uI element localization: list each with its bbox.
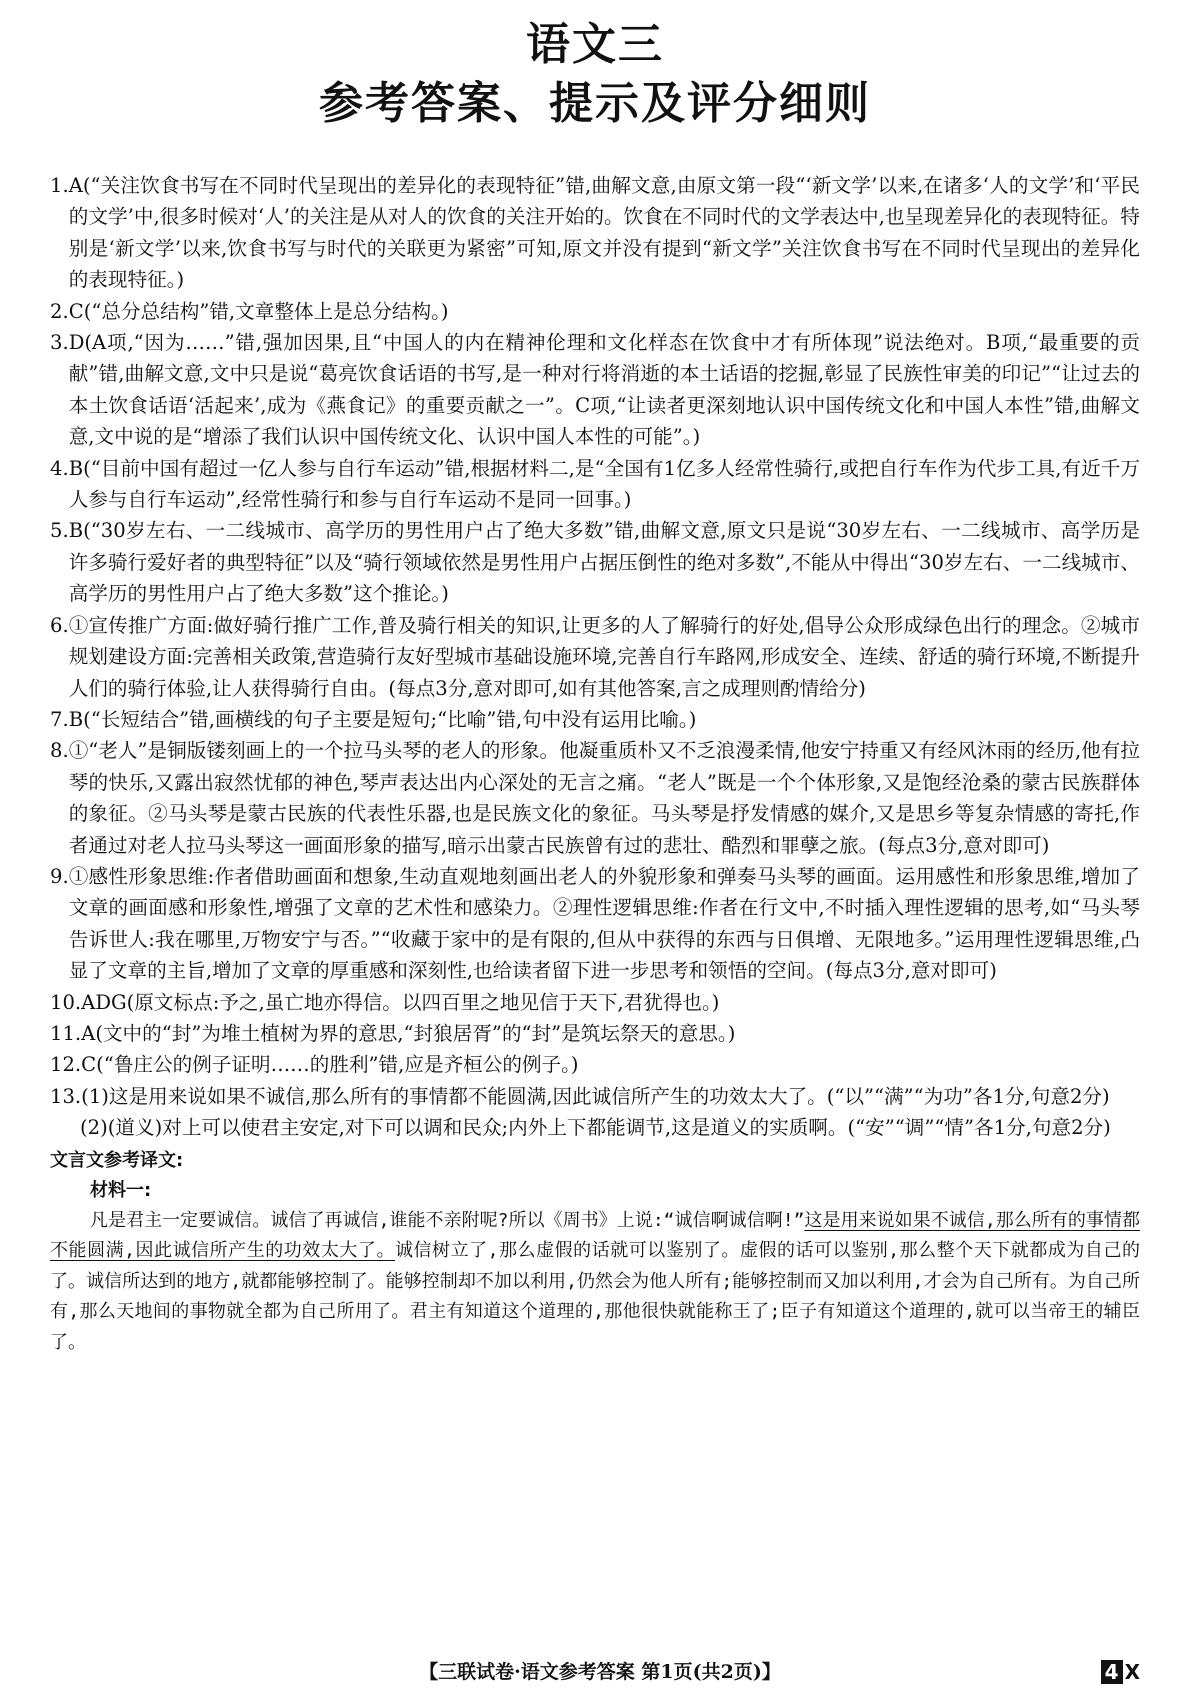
- badge-number: 4: [1101, 1660, 1123, 1684]
- answer-item-10: [50, 987, 1140, 1018]
- translation-heading: 文言文参考译文:: [50, 1149, 184, 1171]
- answer-number: 9.: [50, 864, 69, 888]
- page-footer: 【三联试卷·语文参考答案 第1页(共2页)】: [419, 1661, 781, 1683]
- material-heading: 材料一:: [90, 1179, 152, 1201]
- answer-number: 3.: [50, 331, 69, 355]
- answer-item-8: [50, 735, 1140, 861]
- answer-text: A(“关注饮食书写在不同时代呈现出的差异化的表现特征”错,曲解文意,由原文第一段“‘新文学’以来,在诸多‘人的文学’和‘平民的文学’中,很多时候对‘人’的关注是从对人的饮食的关注开始的。饮食在不同时代的文学表达中,也呈现差异化的表现特征。特别是‘新文学’以来,饮食书写与时代的关联更为紧密”可知,原文并没有提到“新文学”关注饮食书写在不同时代呈现出的差异化的表现特征。): [68, 174, 1140, 292]
- answer-item-13: [50, 1081, 1140, 1112]
- answer-item-9: [50, 861, 1140, 987]
- answer-text: (1)这是用来说如果不诚信,那么所有的事情都不能圆满,因此诚信所产生的功效太大了。(“以”“满”“为功”各1分,句意2分): [81, 1084, 1110, 1108]
- answer-number: 8.: [50, 739, 69, 763]
- answer-item-3: [50, 327, 1140, 453]
- answer-text: B(“30岁左右、一二线城市、高学历的男性用户占了绝大多数”错,曲解文意,原文只是说“30岁左右、一二线城市、高学历是许多骑行爱好者的典型特征”以及“骑行领域依然是男性用户占据压倒性的绝对多数”,不能从中得出“30岁左右、一二线城市、高学历的男性用户占了绝大多数”这个推论。): [68, 519, 1140, 606]
- answer-text: C(“鲁庄公的例子证明……的胜利”错,应是齐桓公的例子。): [81, 1053, 579, 1077]
- answer-item-1: [50, 170, 1140, 296]
- translation-paragraph: [50, 1206, 1140, 1359]
- answer-text: B(“目前中国有超过一亿人参与自行车运动”错,根据材料二,是“全国有1亿多人经常性骑行,或把自行车作为代步工具,有近千万人参与自行车运动”,经常性骑行和参与自行车运动不是同一回事。): [68, 456, 1140, 512]
- answer-item-6: [50, 610, 1140, 704]
- answer-text: ①宣传推广方面:做好骑行推广工作,普及骑行相关的知识,让更多的人了解骑行的好处,倡导公众形成绿色出行的理念。②城市规划建设方面:完善相关政策,营造骑行友好型城市基础设施环境,完善自行车路网,形成安全、连续、舒适的骑行环境,不断提升人们的骑行体验,让人获得骑行自由。(每点3分,意对即可,如有其他答案,言之成理则酌情给分): [68, 613, 1140, 700]
- answer-text: ①感性形象思维:作者借助画面和想象,生动直观地刻画出老人的外貌形象和弹奏马头琴的画面。运用感性和形象思维,增加了文章的画面感和形象性,增强了文章的艺术性和感染力。②理性逻辑思维:作者在行文中,不时插入理性逻辑的思考,如“马头琴告诉世人:我在哪里,万物安宁与否。”“收藏于家中的是有限的,但从中获得的东西与日俱增、无限地多。”运用理性逻辑思维,凸显了文章的主旨,增加了文章的厚重感和深刻性,也给读者留下进一步思考和领悟的空间。(每点3分,意对即可): [68, 864, 1140, 983]
- answer-text: C(“总分总结构”错,文章整体上是总分结构。): [68, 299, 449, 323]
- answer-number: 11.: [50, 1021, 82, 1045]
- answer-text: ADG(原文标点:予之,虽亡地亦得信。以四百里之地见信于天下,君犹得也。): [81, 990, 720, 1014]
- page-title: 语文三: [526, 19, 664, 70]
- underlined-sentence: 这是用来说如果不诚信,那么所有的事情都不能圆满,因此诚信所产生的功效太大了。: [50, 1209, 1140, 1262]
- answer-number: 5.: [50, 519, 69, 543]
- answer-item-4: [50, 453, 1140, 516]
- answer-item-2: [50, 296, 1140, 327]
- page-subtitle: 参考答案、提示及评分细则: [319, 78, 871, 129]
- answer-text: ①“老人”是铜版镂刻画上的一个拉马头琴的老人的形象。他凝重质朴又不乏浪漫柔情,他安宁持重又有经风沐雨的经历,他有拉琴的快乐,又露出寂然忧郁的神色,琴声表达出内心深处的无言之痛。“老人”既是一个个体形象,又是饱经沧桑的蒙古民族群体的象征。②马头琴是蒙古民族的代表性乐器,也是民族文化的象征。马头琴是抒发情感的媒介,又是思乡等复杂情感的寄托,作者通过对老人拉马头琴这一画面形象的描写,暗示出蒙古民族曾有过的悲壮、酷烈和罪孽之旅。(每点3分,意对即可): [68, 739, 1140, 857]
- version-badge: [1101, 1660, 1140, 1684]
- translation-text-end: 诚信树立了,那么虚假的话就可以鉴别了。虚假的话可以鉴别,那么整个天下就都成为自己的了。诚信所达到的地方,就都能够控制了。能够控制却不加以利用,仍然会为他人所有;能够控制而又加以利用,才会为自己所有。为自己所有,那么天地间的事物就全都为自己所用了。君主有知道这个道理的,那他很快就能称王了;臣子有知道这个道理的,就可以当帝王的辅臣了。: [50, 1240, 1140, 1353]
- answer-number: 6.: [50, 613, 69, 637]
- answer-item-7: [50, 704, 1140, 735]
- answer-number: 7.: [50, 707, 69, 731]
- answer-text: D(A项,“因为……”错,强加因果,且“中国人的内在精神伦理和文化样态在饮食中才有所体现”说法绝对。B项,“最重要的贡献”错,曲解文意,文中只是说“葛亮饮食话语的书写,是一种对行将消逝的本土话语的挖掘,彰显了民族性审美的印记”“让过去的本土饮食话语‘活起来’,成为《燕食记》的重要贡献之一”。C项,“让读者更深刻地认识中国传统文化和中国人本性”错,曲解文意,文中说的是“增添了我们认识中国传统文化、认识中国人本性的可能”。): [68, 331, 1140, 449]
- badge-letter: X: [1124, 1660, 1140, 1684]
- answer-number: 4.: [50, 456, 69, 480]
- answer-text: A(文中的“封”为堆土植树为界的意思,“封狼居胥”的“封”是筑坛祭天的意思。): [81, 1021, 736, 1045]
- answer-list: [50, 170, 1140, 1144]
- answer-number: 13.: [50, 1084, 82, 1108]
- answer-item-11: [50, 1018, 1140, 1049]
- answer-number: 12.: [50, 1053, 82, 1077]
- answer-item-13-part-2: (2)(道义)对上可以使君主安定,对下可以调和民众;内外上下都能调节,这是道义的实质啊。(“安”“调”“情”各1分,句意2分): [80, 1116, 1111, 1140]
- answer-number: 1.: [50, 174, 69, 197]
- answer-item-12: [50, 1049, 1140, 1080]
- answer-number: 10.: [50, 990, 82, 1014]
- answer-text: B(“长短结合”错,画横线的句子主要是短句;“比喻”错,句中没有运用比喻。): [68, 707, 697, 731]
- answer-number: 2.: [50, 299, 69, 323]
- translation-text-start: 凡是君主一定要诚信。诚信了再诚信,谁能不亲附呢?所以《周书》上说:“诚信啊诚信啊!”: [90, 1209, 805, 1231]
- answer-item-5: [50, 515, 1140, 609]
